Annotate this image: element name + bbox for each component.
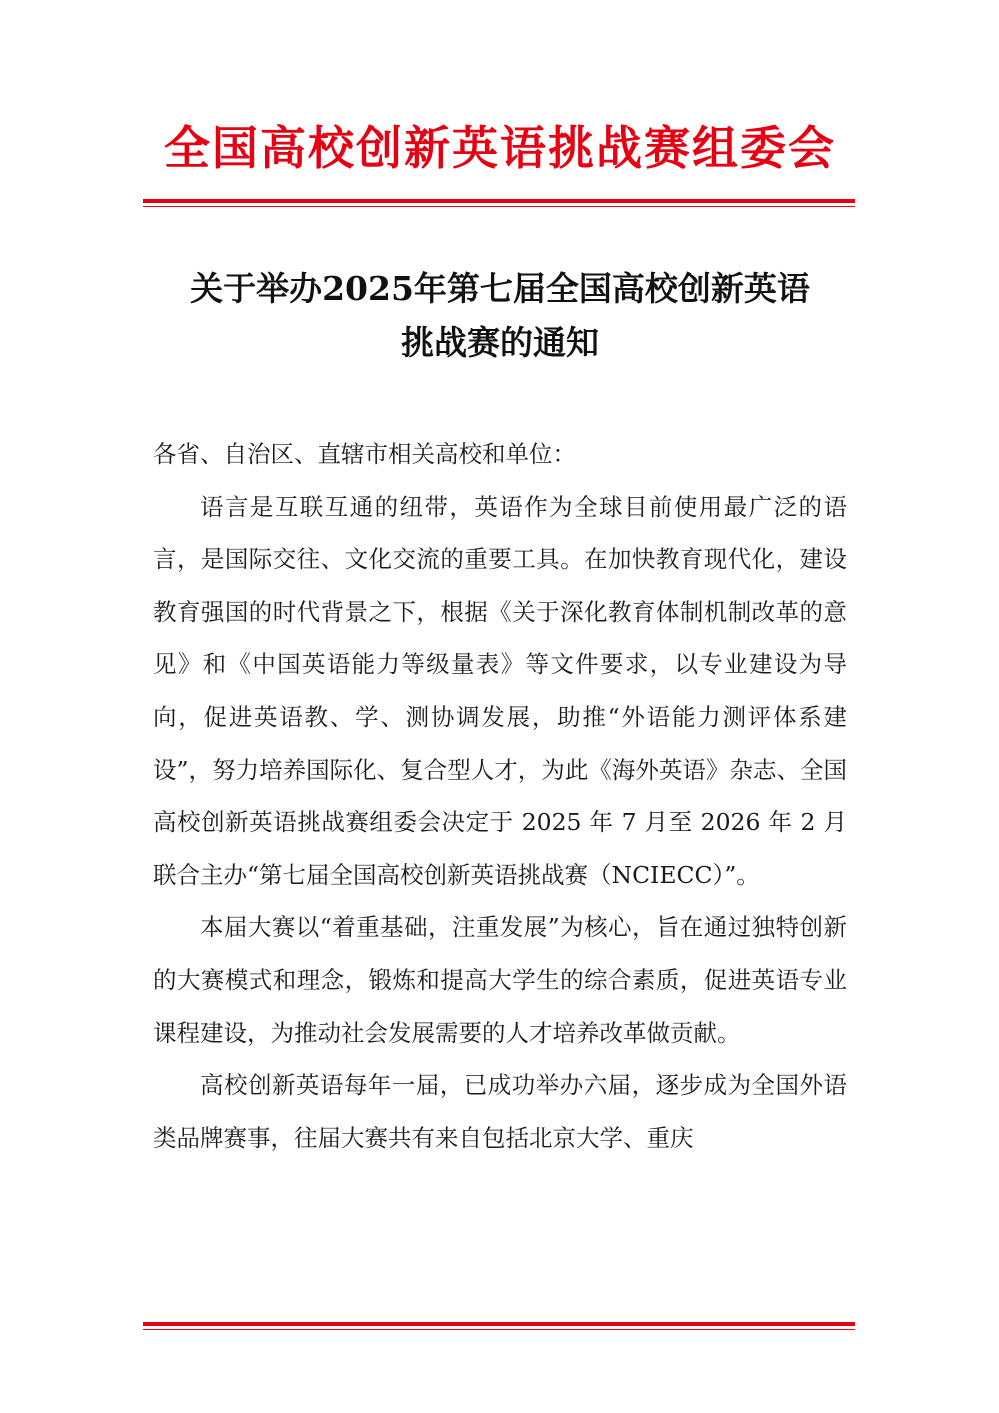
- document-title-line-2: 挑战赛的通知: [401, 323, 599, 362]
- document-title-line-1: 关于举办2025年第七届全国高校创新英语: [190, 269, 810, 308]
- body-paragraph-2: 本届大赛以“着重基础，注重发展”为核心，旨在通过独特创新的大赛模式和理念，锻炼和提高大学生的综合素质，促进英语专业课程建设，为推动社会发展需要的人才培养改革做贡献。: [153, 913, 847, 1047]
- organization-header: 全国高校创新英语挑战赛组委会: [164, 121, 836, 175]
- document-title: [140, 262, 860, 370]
- salutation: 各省、自治区、直辖市相关高校和单位：: [153, 440, 576, 468]
- document-body: [153, 428, 847, 1164]
- body-paragraph-1: 语言是互联互通的纽带，英语作为全球目前使用最广泛的语言，是国际交往、文化交流的重要工具。在加快教育现代化，建设教育强国的时代背景之下，根据《关于深化教育体制机制改革的意见》和《中国英语能力等级量表》等文件要求，以专业建设为导向，促进英语教、学、测协调发展，助推“外语能力测评体系建设”，努力培养国际化、复合型人才，为此《海外英语》杂志、全国高校创新英语挑战赛组委会决定于 2025 年 7 月至 2026 年 2 月联合主办“第七届全国高校创新英语挑战赛（NCIECC）”。: [153, 492, 847, 889]
- footer-divider: [143, 1322, 855, 1330]
- header-divider: [143, 199, 855, 207]
- body-paragraph-3: 高校创新英语每年一届，已成功举办六届，逐步成为全国外语类品牌赛事，往届大赛共有来自包括北京大学、重庆: [153, 1071, 847, 1152]
